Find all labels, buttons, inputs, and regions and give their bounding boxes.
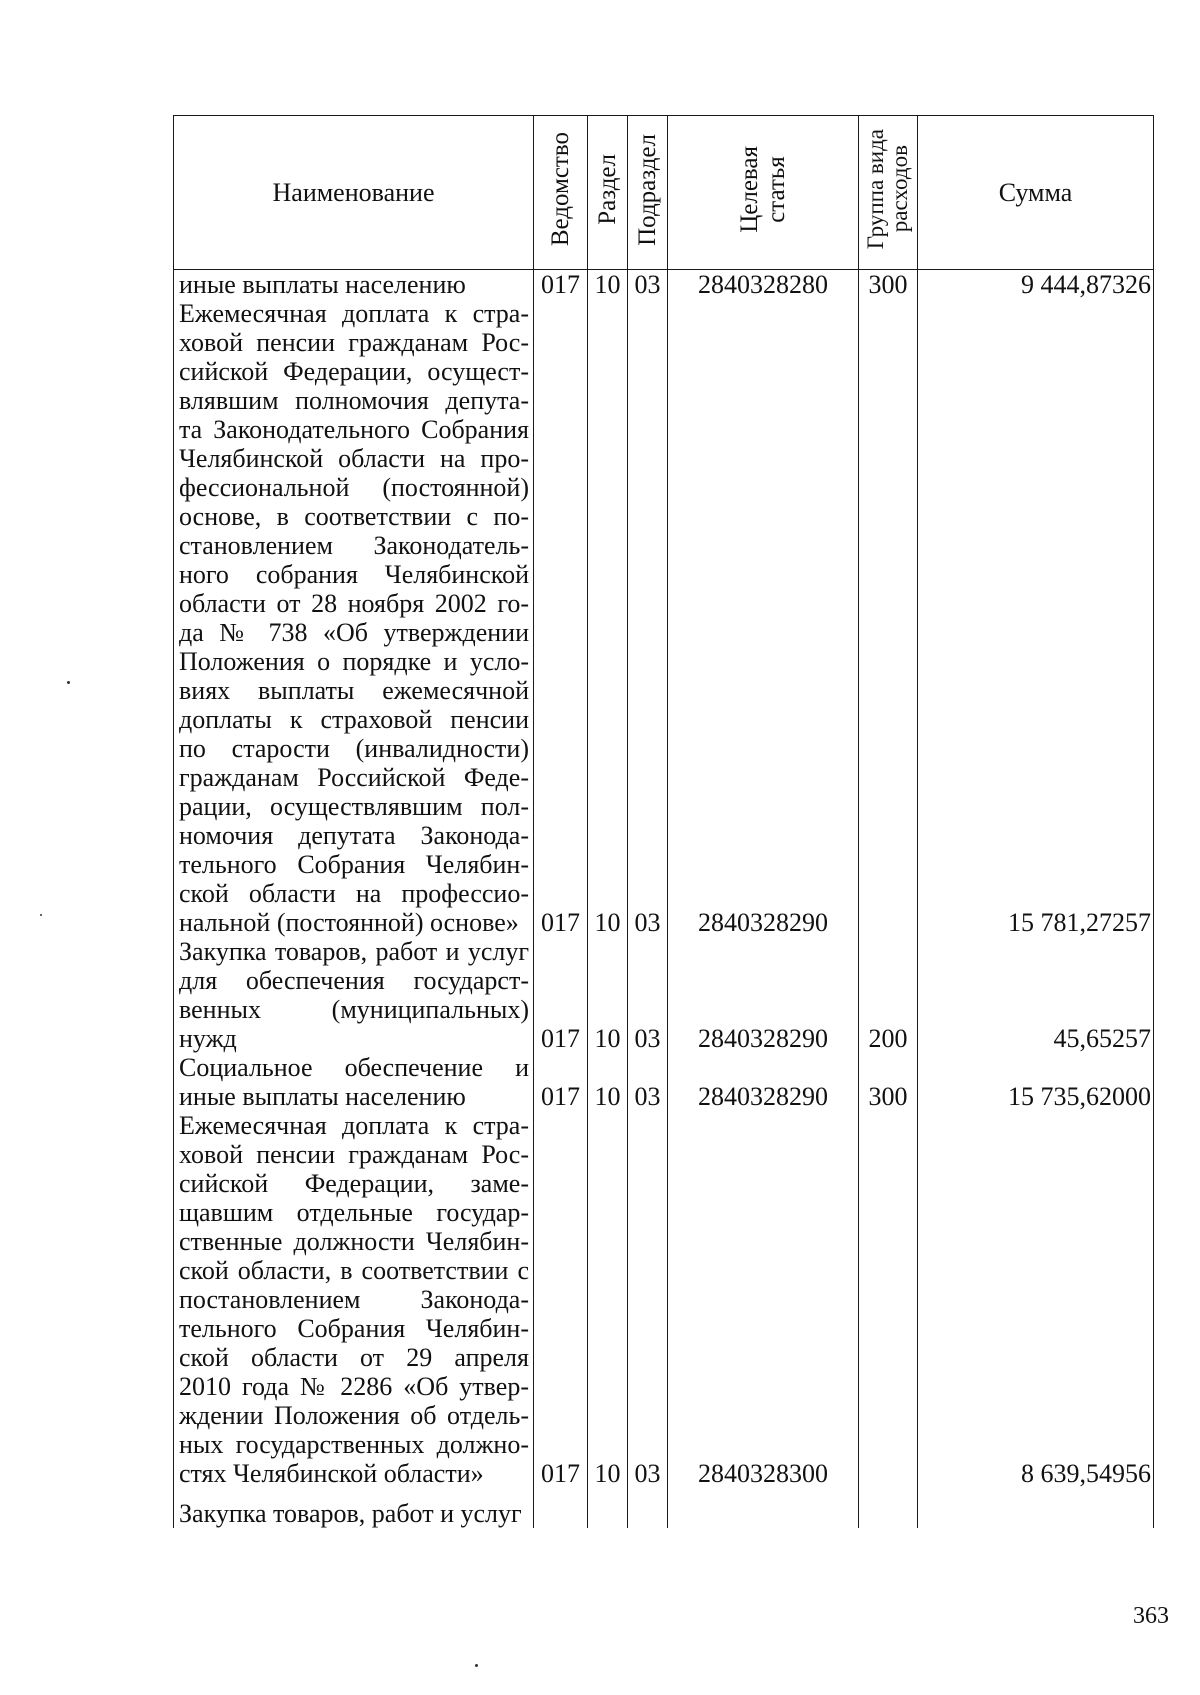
header-target-article-line2: статья bbox=[763, 156, 790, 223]
cell-section: 10 bbox=[588, 937, 628, 1053]
name-line: 2010 года № 2286 «Об утвер- bbox=[179, 1372, 529, 1401]
name-line: ской области, в соответствии с bbox=[179, 1256, 529, 1285]
name-line: становлением Законодатель- bbox=[179, 531, 529, 560]
name-line: та Законодательного Собрания bbox=[179, 415, 529, 444]
name-line: влявшим полномочия депута- bbox=[179, 386, 529, 415]
cell-target-article: 2840328290 bbox=[668, 937, 859, 1053]
name-line: гражданам Российской Феде- bbox=[179, 763, 529, 792]
name-line: ховой пенсии гражданам Рос- bbox=[179, 1140, 529, 1169]
name-line: нужд bbox=[179, 1024, 237, 1053]
table-row bbox=[174, 1053, 1154, 1111]
header-expense-group-label bbox=[864, 129, 912, 249]
name-line: нальной (постоянной) основе» bbox=[179, 908, 519, 937]
cell-sum: 9 444,87326 bbox=[918, 270, 1154, 300]
name-line: ской области от 29 апреля bbox=[179, 1343, 529, 1372]
cell-expense-group bbox=[859, 1488, 918, 1528]
name-line: Ежемесячная доплата к стра- bbox=[179, 299, 529, 328]
scan-speck bbox=[475, 1664, 478, 1667]
name-line: стях Челябинской области» bbox=[179, 1459, 484, 1488]
cell-subsection: 03 bbox=[628, 937, 668, 1053]
name-line: основе, в соответствии с по- bbox=[179, 502, 529, 531]
cell-section: 10 bbox=[588, 1111, 628, 1488]
cell-name bbox=[174, 1053, 534, 1111]
name-line: тельного Собрания Челябин- bbox=[179, 850, 529, 879]
page-number: 363 bbox=[1133, 1603, 1169, 1629]
name-line: Ежемесячная доплата к стра- bbox=[179, 1111, 529, 1140]
cell-department: 017 bbox=[534, 299, 588, 937]
name-line: области от 28 ноября 2002 го- bbox=[179, 589, 529, 618]
cell-department: 017 bbox=[534, 270, 588, 300]
header-expense-group-line2: расходов bbox=[887, 145, 912, 234]
name-line: иные выплаты населению bbox=[179, 1082, 466, 1111]
cell-department: 017 bbox=[534, 1111, 588, 1488]
name-line: фессиональной (постоянной) bbox=[179, 473, 529, 502]
name-line: Челябинской области на про- bbox=[179, 444, 529, 473]
name-line: ственные должности Челябин- bbox=[179, 1227, 529, 1256]
cell-section: 10 bbox=[588, 270, 628, 300]
name-line: постановлением Законода- bbox=[179, 1285, 529, 1314]
name-line: доплаты к страховой пенсии bbox=[179, 705, 529, 734]
name-line: щавшим отдельные государ- bbox=[179, 1198, 529, 1227]
cell-name bbox=[174, 270, 534, 300]
header-department-label: Ведомство bbox=[546, 132, 574, 247]
scan-speck bbox=[40, 914, 42, 916]
table-row bbox=[174, 937, 1154, 1053]
cell-name bbox=[174, 937, 534, 1053]
cell-target-article bbox=[668, 1488, 859, 1528]
table-row bbox=[174, 1111, 1154, 1488]
name-line: ховой пенсии гражданам Рос- bbox=[179, 328, 529, 357]
cell-subsection bbox=[628, 1488, 668, 1528]
name-line: ных государственных должно- bbox=[179, 1430, 529, 1459]
header-sum-label: Сумма bbox=[998, 178, 1073, 207]
cell-name bbox=[174, 1488, 534, 1528]
cell-sum: 15 781,27257 bbox=[918, 299, 1154, 937]
header-expense-group-line1: Группа вида bbox=[863, 129, 888, 250]
table-row bbox=[174, 299, 1154, 937]
header-target-article-label bbox=[736, 146, 790, 233]
name-line: тельного Собрания Челябин- bbox=[179, 1314, 529, 1343]
scan-speck bbox=[67, 681, 70, 684]
cell-expense-group: 300 bbox=[859, 270, 918, 300]
name-line: виях выплаты ежемесячной bbox=[179, 676, 529, 705]
cell-sum: 15 735,62000 bbox=[918, 1053, 1154, 1111]
budget-table bbox=[173, 115, 1154, 1528]
header-expense-group bbox=[859, 116, 918, 270]
name-line: рации, осуществлявшим пол- bbox=[179, 792, 529, 821]
cell-target-article: 2840328300 bbox=[668, 1111, 859, 1488]
cell-sum: 45,65257 bbox=[918, 937, 1154, 1053]
name-line: Закупка товаров, работ и услуг bbox=[179, 1499, 522, 1528]
table-row bbox=[174, 1488, 1154, 1528]
header-subsection-label: Подраздел bbox=[633, 133, 661, 246]
name-line: да № 738 «Об утверждении bbox=[179, 618, 529, 647]
cell-subsection: 03 bbox=[628, 270, 668, 300]
cell-section bbox=[588, 1488, 628, 1528]
cell-subsection: 03 bbox=[628, 1111, 668, 1488]
header-target-article-line1: Целевая bbox=[736, 146, 763, 233]
cell-target-article: 2840328290 bbox=[668, 299, 859, 937]
name-line: Положения о порядке и усло- bbox=[179, 647, 529, 676]
cell-expense-group bbox=[859, 299, 918, 937]
name-line: номочия депутата Законода- bbox=[179, 821, 529, 850]
header-subsection bbox=[628, 116, 668, 270]
header-section bbox=[588, 116, 628, 270]
name-line: сийской Федерации, осущест- bbox=[179, 357, 529, 386]
name-line: Социальное обеспечение и bbox=[179, 1053, 529, 1082]
header-name-label: Наименование bbox=[272, 178, 435, 207]
cell-name bbox=[174, 1111, 534, 1488]
cell-sum bbox=[918, 1488, 1154, 1528]
name-line: сийской Федерации, заме- bbox=[179, 1169, 529, 1198]
cell-section: 10 bbox=[588, 1053, 628, 1111]
cell-expense-group: 200 bbox=[859, 937, 918, 1053]
header-section-label: Раздел bbox=[593, 154, 621, 225]
name-line: иные выплаты населению bbox=[179, 270, 466, 299]
cell-section: 10 bbox=[588, 299, 628, 937]
cell-expense-group bbox=[859, 1111, 918, 1488]
cell-sum: 8 639,54956 bbox=[918, 1111, 1154, 1488]
cell-department: 017 bbox=[534, 937, 588, 1053]
cell-subsection: 03 bbox=[628, 1053, 668, 1111]
name-line: для обеспечения государст- bbox=[179, 966, 529, 995]
table-row bbox=[174, 270, 1154, 300]
name-line: Закупка товаров, работ и услуг bbox=[179, 937, 529, 966]
table-body bbox=[174, 270, 1154, 1529]
table-header-row bbox=[174, 116, 1154, 270]
cell-subsection: 03 bbox=[628, 299, 668, 937]
cell-department: 017 bbox=[534, 1053, 588, 1111]
header-name bbox=[174, 116, 534, 270]
cell-name bbox=[174, 299, 534, 937]
name-line: по старости (инвалидности) bbox=[179, 734, 529, 763]
name-line: венных (муниципальных) bbox=[179, 995, 529, 1024]
name-line: ного собрания Челябинской bbox=[179, 560, 529, 589]
cell-target-article: 2840328280 bbox=[668, 270, 859, 300]
name-line: ской области на профессио- bbox=[179, 879, 529, 908]
header-sum bbox=[918, 116, 1154, 270]
header-department bbox=[534, 116, 588, 270]
name-line: ждении Положения об отдель- bbox=[179, 1401, 529, 1430]
header-target-article bbox=[668, 116, 859, 270]
cell-department bbox=[534, 1488, 588, 1528]
cell-expense-group: 300 bbox=[859, 1053, 918, 1111]
cell-target-article: 2840328290 bbox=[668, 1053, 859, 1111]
